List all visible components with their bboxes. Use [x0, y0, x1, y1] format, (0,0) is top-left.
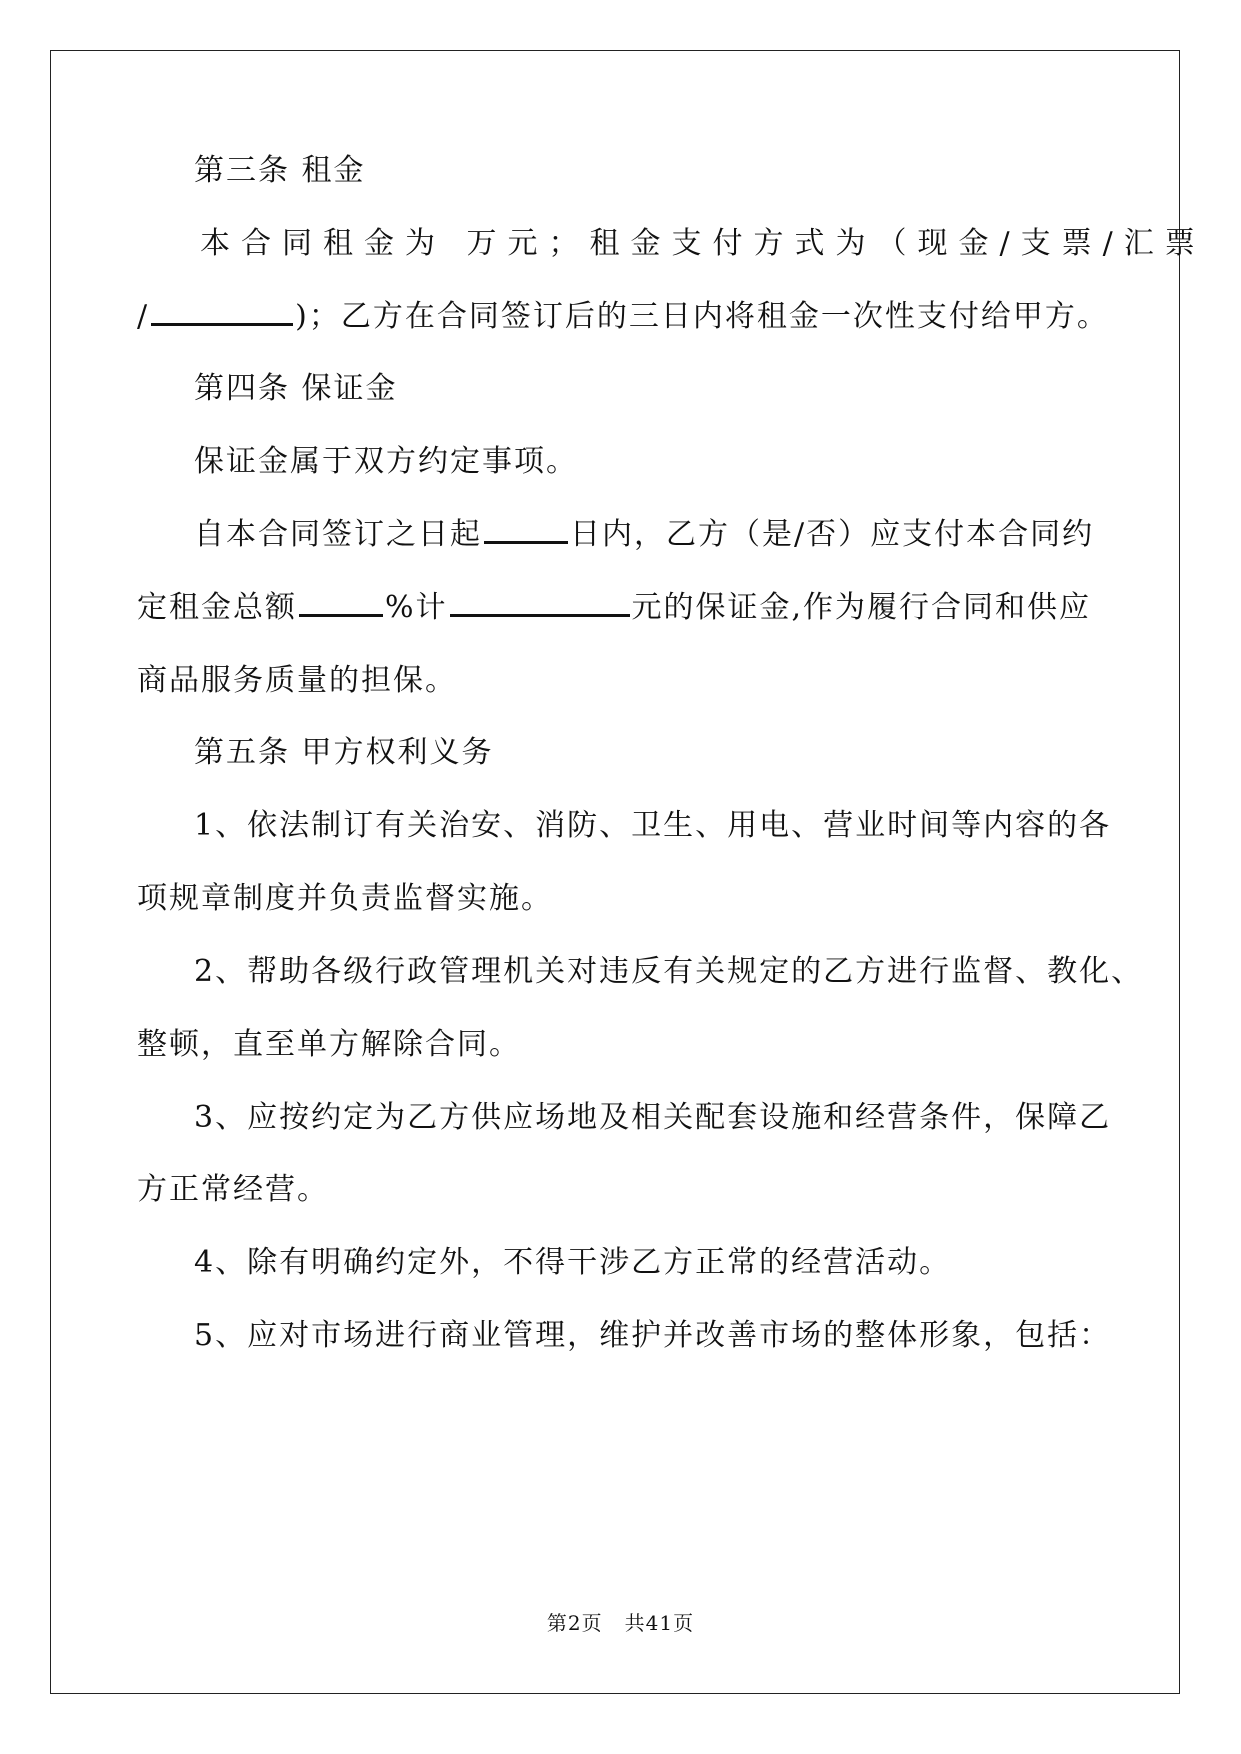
text-segment: %计 [385, 590, 448, 625]
text-segment: )；乙方在合同签订后的三日内将租金一次性支付给甲方。 [295, 299, 1109, 334]
article-4-heading: 第四条 保证金 [194, 371, 398, 406]
article-5-item-4: 4、除有明确约定外，不得干涉乙方正常的经营活动。 [194, 1245, 952, 1280]
article-5-item-3-line-2: 方正常经营。 [137, 1172, 329, 1207]
article-4-paragraph-2-line-3: 商品服务质量的担保。 [137, 663, 457, 698]
article-5-item-2-line-1: 2、帮助各级行政管理机关对违反有关规定的乙方进行监督、教化、 [194, 954, 1144, 989]
article-3-paragraph-line-2 [137, 297, 1109, 337]
article-3-heading: 第三条 租金 [194, 153, 366, 188]
article-5-item-1-line-2: 项规章制度并负责监督实施。 [137, 881, 553, 916]
fill-blank [151, 297, 293, 326]
article-5-item-1-line-1: 1、依法制订有关治安、消防、卫生、用电、营业时间等内容的各 [194, 808, 1112, 843]
article-5-item-3-line-1: 3、应按约定为乙方供应场地及相关配套设施和经营条件，保障乙 [194, 1100, 1112, 1135]
article-5-item-5: 5、应对市场进行商业管理，维护并改善市场的整体形象，包括： [194, 1318, 1112, 1353]
text-segment: 日内，乙方（是/否）应支付本合同约 [570, 517, 1095, 552]
article-4-paragraph-1: 保证金属于双方约定事项。 [194, 444, 578, 479]
page-number: 第2页 [546, 1611, 603, 1635]
article-4-paragraph-2-line-1 [194, 515, 1094, 555]
page-footer [0, 1610, 1241, 1636]
text-segment: / [137, 299, 150, 334]
article-3-paragraph-line-1: 本合同租金为 万元；租金支付方式为（现金/支票/汇票 [200, 226, 1206, 261]
article-5-item-2-line-2: 整顿，直至单方解除合同。 [137, 1027, 521, 1062]
text-segment: 元的保证金,作为履行合同和供应 [631, 590, 1092, 625]
text-segment: 自本合同签订之日起 [194, 517, 482, 552]
page-total: 共41页 [624, 1611, 695, 1635]
fill-blank [484, 515, 568, 544]
article-4-paragraph-2-line-2 [137, 588, 1091, 628]
fill-blank [450, 588, 630, 617]
article-5-heading: 第五条 甲方权利义务 [194, 735, 494, 770]
text-segment: 定租金总额 [137, 590, 297, 625]
fill-blank [299, 588, 383, 617]
